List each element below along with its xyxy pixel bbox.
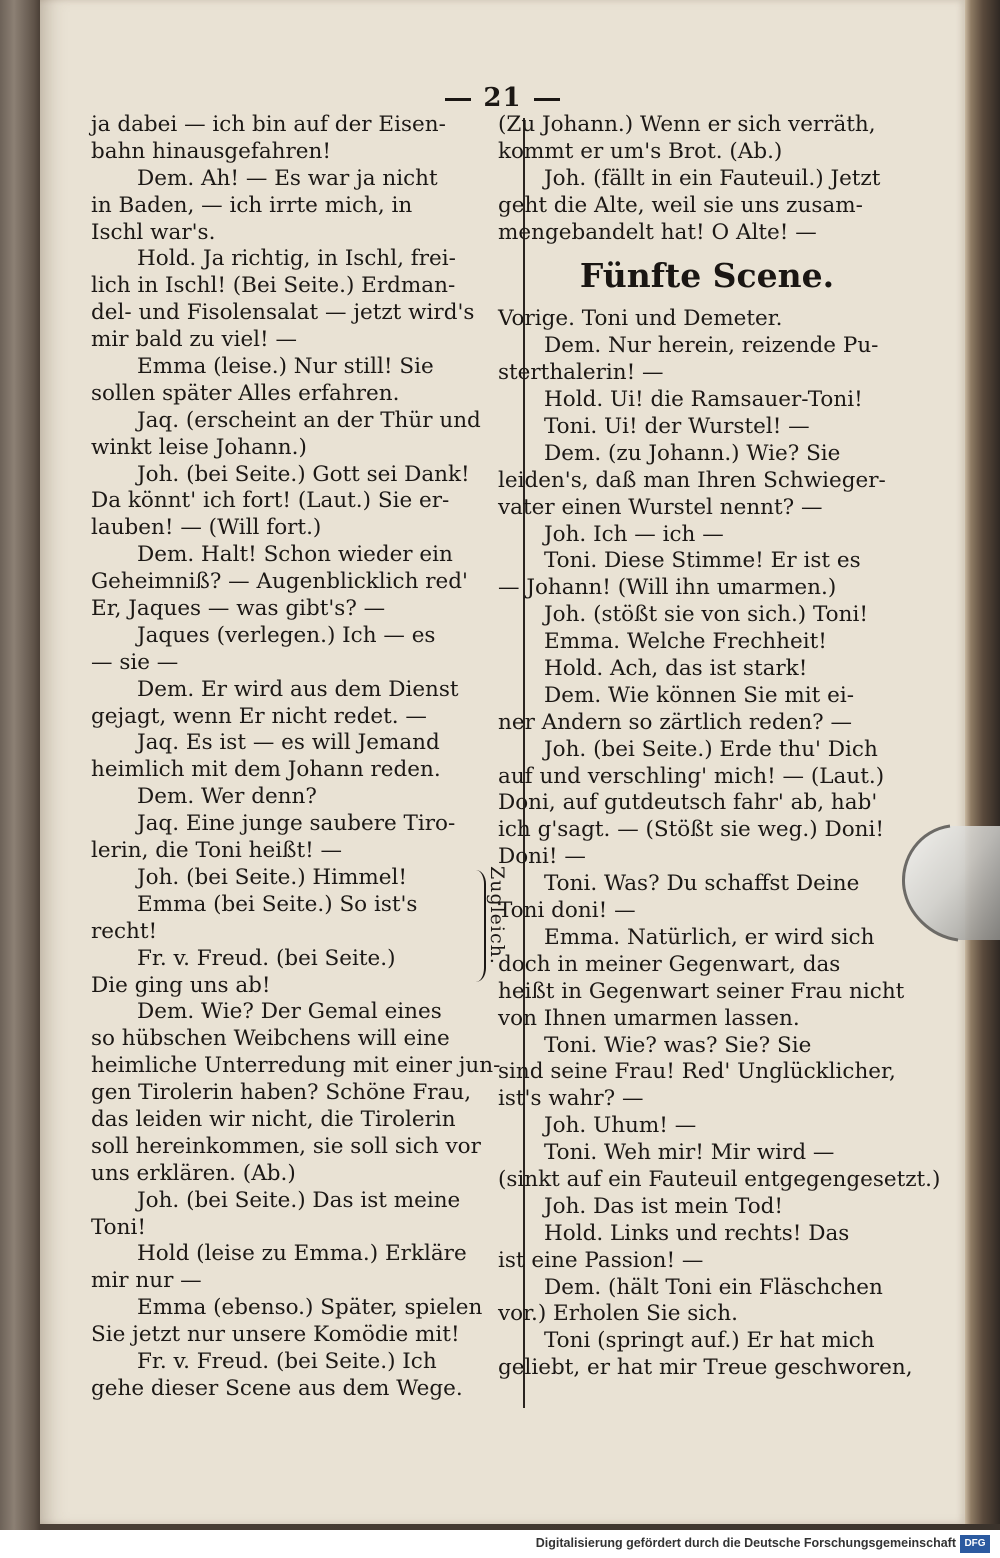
text-line: Dem. Wie? Der Gemal eines (137, 999, 442, 1025)
text-line: Dem. (zu Johann.) Wie? Sie (544, 440, 841, 466)
folio-dash-right (534, 98, 560, 101)
text-line: Joh. Uhum! — (544, 1113, 697, 1139)
text-line: Dem. Ah! — Es war ja nicht (137, 165, 438, 191)
text-line: Doni, auf gutdeutsch fahr' ab, hab' (498, 790, 878, 816)
text-line: Hold. Ach, das ist stark! (544, 656, 808, 682)
text-line: das leiden wir nicht, die Tirolerin (91, 1106, 456, 1132)
right-column-bottom (498, 306, 941, 1382)
text-line: ist eine Passion! — (498, 1247, 704, 1273)
text-line: Jaq. Es ist — es will Jemand (137, 730, 440, 756)
text-line: Joh. (stößt sie von sich.) Toni! (544, 602, 868, 628)
text-line: Vorige. Toni und Demeter. (498, 306, 783, 332)
text-line: Geheimniß? — Augenblicklich red' (91, 569, 468, 595)
text-line: (Zu Johann.) Wenn er sich verräth, (498, 112, 876, 137)
page-edge (965, 0, 1000, 1524)
text-line: Toni. Diese Stimme! Er ist es (544, 548, 861, 574)
zugleich-label: Zugleich. (486, 866, 508, 965)
text-line: uns erklären. (Ab.) (91, 1160, 296, 1186)
text-line: gen Tirolerin haben? Schöne Frau, (91, 1080, 472, 1106)
scene-heading: Fünfte Scene. (579, 256, 835, 296)
text-line: Doni! — (498, 844, 586, 870)
text-line: Joh. (bei Seite.) Erde thu' Dich (544, 736, 878, 762)
text-line: Er, Jaques — was gibt's? — (91, 596, 386, 622)
text-line: Joh. Das ist mein Tod! (544, 1193, 784, 1219)
text-line: Dem. (hält Toni ein Fläschchen (544, 1274, 883, 1300)
text-line: Joh. (bei Seite.) Das ist meine (137, 1187, 461, 1213)
text-line: Hold. Ui! die Ramsauer-Toni! (544, 387, 863, 413)
text-line: Emma. Welche Frechheit! (544, 629, 827, 655)
text-line: ich g'sagt. — (Stößt sie weg.) Doni! (498, 817, 885, 843)
text-line: Toni. Ui! der Wurstel! — (544, 414, 810, 440)
text-line: Joh. (bei Seite.) Himmel! (137, 864, 408, 890)
text-line: Dem. Nur herein, reizende Pu- (544, 333, 879, 359)
right-column (498, 112, 941, 1382)
footer-credit: Digitalisierung gefördert durch die Deutsche Forschungsgemeinschaft (535, 1536, 956, 1550)
text-line: Fr. v. Freud. (bei Seite.) (137, 945, 396, 971)
text-line: Dem. Wer denn? (137, 784, 317, 810)
text-line: Dem. Halt! Schon wieder ein (137, 542, 453, 568)
text-line: heimlich mit dem Johann reden. (91, 757, 441, 783)
text-line: Die ging uns ab! (91, 972, 271, 998)
text-line: Fr. v. Freud. (bei Seite.) Ich (137, 1348, 437, 1374)
text-line: ist's wahr? — (498, 1086, 644, 1112)
text-line: Toni! (91, 1214, 146, 1240)
text-line: Ischl war's. (91, 219, 216, 245)
text-line: vor.) Erholen Sie sich. (498, 1301, 738, 1327)
text-line: Toni doni! — (498, 898, 636, 924)
text-line: gejagt, wenn Er nicht redet. — (91, 703, 427, 729)
text-line: del- und Fisolensalat — jetzt wird's (91, 300, 475, 326)
text-line: Sie jetzt nur unsere Komödie mit! (91, 1322, 460, 1348)
text-line: sind seine Frau! Red' Unglücklicher, (498, 1059, 896, 1085)
right-column-top (498, 112, 916, 246)
text-line: Toni. Wie? was? Sie? Sie (544, 1032, 812, 1058)
text-line: kommt er um's Brot. (Ab.) (498, 138, 783, 164)
text-line: Hold. Ja richtig, in Ischl, frei- (137, 246, 456, 272)
page-number-text: 21 (483, 83, 522, 113)
text-line: von Ihnen umarmen lassen. (498, 1005, 800, 1031)
text-line: Emma (bei Seite.) So ist's (137, 891, 418, 917)
dfg-logo: DFG (960, 1535, 990, 1553)
text-line: Hold (leise zu Emma.) Erkläre (137, 1241, 467, 1267)
text-line: heimliche Unterredung mit einer jun- (91, 1053, 501, 1079)
text-line: in Baden, — ich irrte mich, in (91, 192, 413, 218)
text-line: auf und verschling' mich! — (Laut.) (498, 763, 885, 789)
text-line: geht die Alte, weil sie uns zusam- (498, 192, 863, 218)
text-line: — sie — (91, 649, 179, 675)
text-line: ja dabei — ich bin auf der Eisen- (91, 112, 446, 137)
text-line: Toni (springt auf.) Er hat mich (544, 1328, 875, 1354)
text-line: recht! (91, 918, 158, 944)
text-line: Emma. Natürlich, er wird sich (544, 924, 875, 950)
text-line: heißt in Gegenwart seiner Frau nicht (498, 978, 905, 1004)
text-line: leiden's, daß man Ihren Schwieger- (498, 467, 886, 493)
text-line: vater einen Wurstel nennt? — (498, 494, 823, 520)
brace-mark (476, 870, 486, 982)
text-line: lich in Ischl! (Bei Seite.) Erdman- (91, 273, 456, 299)
text-line: sterthalerin! — (498, 360, 664, 386)
text-line: Emma (leise.) Nur still! Sie (137, 354, 434, 380)
text-line: Dem. Er wird aus dem Dienst (137, 676, 459, 702)
text-line: so hübschen Weibchens will eine (91, 1026, 450, 1052)
text-line: mir bald zu viel! — (91, 327, 298, 353)
text-line: lerin, die Toni heißt! — (91, 838, 343, 864)
text-line: Dem. Wie können Sie mit ei- (544, 682, 855, 708)
text-line: soll hereinkommen, sie soll sich vor (91, 1133, 481, 1159)
text-line: Da könnt' ich fort! (Laut.) Sie er- (91, 488, 450, 514)
text-line: Jaq. (erscheint an der Thür und (137, 407, 481, 433)
book-page (40, 0, 965, 1524)
left-column (91, 112, 513, 1403)
text-line: Toni. Weh mir! Mir wird — (544, 1140, 835, 1166)
magnifier-glass-icon (890, 818, 1000, 948)
text-line: winkt leise Johann.) (91, 434, 307, 460)
text-line: lauben! — (Will fort.) (91, 515, 322, 541)
text-line: mengebandelt hat! O Alte! — (498, 219, 817, 245)
text-line: Jaques (verlegen.) Ich — es (137, 622, 436, 648)
text-line: Joh. (fällt in ein Fauteuil.) Jetzt (544, 165, 881, 191)
text-line: bahn hinausgefahren! (91, 138, 331, 164)
text-line: doch in meiner Gegenwart, das (498, 951, 841, 977)
text-line: Hold. Links und rechts! Das (544, 1220, 850, 1246)
text-line: Toni. Was? Du schaffst Deine (544, 871, 860, 897)
text-line: Joh. (bei Seite.) Gott sei Dank! (137, 461, 470, 487)
text-line: Emma (ebenso.) Später, spielen (137, 1295, 483, 1321)
text-line: — Johann! (Will ihn umarmen.) (498, 575, 837, 601)
footer-bar (0, 1530, 1000, 1558)
text-line: ner Andern so zärtlich reden? — (498, 709, 853, 735)
text-line: sollen später Alles erfahren. (91, 380, 400, 406)
text-line: Jaq. Eine junge saubere Tiro- (137, 811, 456, 837)
text-line: geliebt, er hat mir Treue geschworen, (498, 1355, 913, 1381)
text-line: mir nur — (91, 1268, 202, 1294)
text-line: gehe dieser Scene aus dem Wege. (91, 1375, 463, 1401)
folio-dash-left (445, 98, 471, 101)
text-line: (sinkt auf ein Fauteuil entgegengesetzt.) (498, 1166, 941, 1192)
page-number (40, 83, 965, 113)
text-line: Joh. Ich — ich — (544, 521, 724, 547)
